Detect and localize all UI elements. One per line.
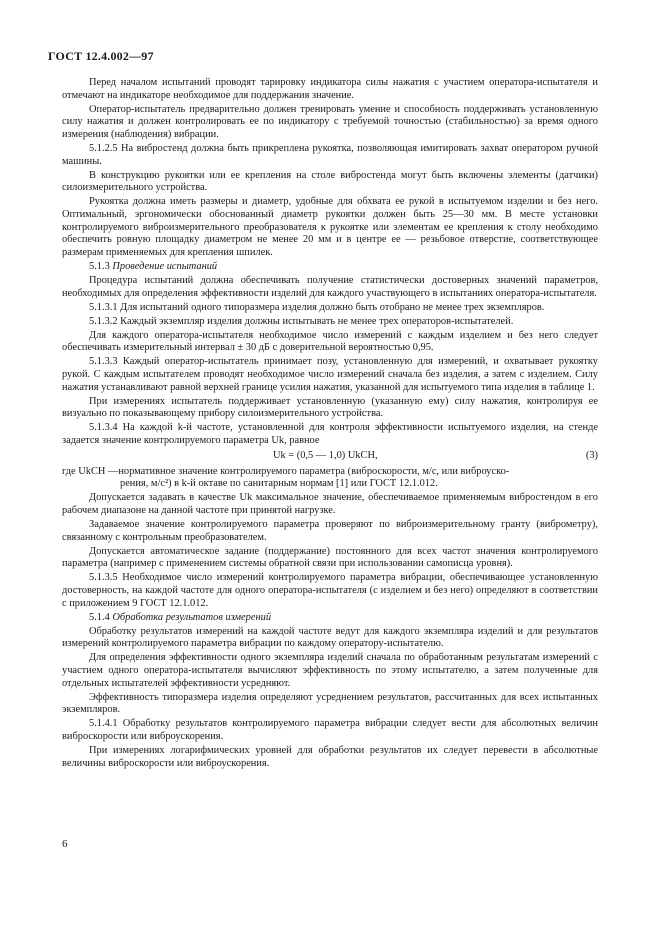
formula-explanation: где UkCH —нормативное значение контролируемого параметра (виброскорости, м/с, или виброуско- [62,465,510,477]
paragraph: Перед началом испытаний проводят тарировку индикатора силы нажатия с участием оператора-испытателя и отмечают на индикаторе необходимое для поддержания значение. [62,77,598,101]
paragraph: При измерениях испытатель поддерживает установленную (указанную ему) силу нажатия, контролируя ее визуально по показывающему прибору силоизмерительного устройства. [62,395,598,420]
document-header: ГОСТ 12.4.002—97 [48,49,154,63]
paragraph: Для определения эффективности одного экземпляра изделий сначала по обработанным результатам измерений с участием одного оператора-испытателя вычисляют эффективность по этому испытателю, а затем полученные для отдельных испытателей эффективности усредняют. [62,652,598,689]
page-number: 6 [62,838,68,850]
paragraph: 5.1.4.1 Обработку результатов контролируемого параметра вибрации следует вести для абсолютных величин виброскорости или виброускорения. [62,718,598,742]
paragraph: 5.1.3.4 На каждой k-й частоте, установленной для контроля эффективности испытуемого изделия, на стенде задается значение контролируемого параметра Uk, равное [62,422,598,447]
section-title: Проведение испытаний [112,260,218,272]
paragraph: Оператор-испытатель предварительно должен тренировать умение и способность поддерживать установленную силу нажатия и должен контролировать ее по индикатору с требуемой точностью (стабильностью) за время одного измерения (наблюдения) вибрации. [62,103,598,140]
paragraph: При измерениях логарифмических уровней для обработки результатов их следует перевести в абсолютные величины виброскорости или виброускорения. [62,745,598,769]
paragraph: 5.1.2.5 На вибростенд должна быть прикреплена рукоятка, позволяющая имитировать захват оператором ручной машины. [62,142,598,167]
section-title: Обработка результатов измерений [112,611,272,623]
formula-3 [62,450,598,464]
section-heading-5-1-3 [62,261,598,274]
section-heading-5-1-4 [62,612,598,625]
paragraph: 5.1.3.2 Каждый экземпляр изделия должны испытывать не менее трех операторов-испытателей. [89,315,514,327]
paragraph: Эффективность типоразмера изделия определяют усреднением результатов, рассчитанных для всех испытанных экземпляров. [62,691,598,716]
formula-explanation-cont: рения, м/с²) в k-й октаве по санитарным нормам [1] или ГОСТ 12.1.012. [120,478,438,490]
paragraph: 5.1.3.5 Необходимое число измерений контролируемого параметра вибрации, обеспечивающее установленную достоверность, на каждой частоте для одного оператора-испытателя (с изделием и без него) определяют в соответствии с приложением 9 ГОСТ 12.1.012. [62,572,598,609]
formula-number: (3) [585,449,598,461]
paragraph: 5.1.3.1 Для испытаний одного типоразмера изделия должно быть отобрано не менее трех экземпляров. [89,301,545,313]
section-number: 5.1.4 [89,611,110,623]
paragraph: Допускается задавать в качестве Uk максимальное значение, обеспечиваемое применяемым вибростендом в его рабочем диапазоне на данной частоте при принятой нагрузке. [62,492,598,516]
paragraph: Для каждого оператора-испытателя необходимое число измерений с каждым изделием и без него следует обеспечивать измерительный интервал ± 30 дБ с доверительной вероятностью 0,95. [62,329,598,354]
paragraph: Процедура испытаний должна обеспечивать получение статистически достоверных значений параметров, необходимых для определения эффективности изделий для каждого участвующего в испытаниях оператора-испытателя. [62,274,598,299]
page-body [62,77,598,772]
paragraph: Допускается автоматическое задание (поддержание) постоянного для всех частот значения контролируемого параметра (например с применением системы обратной связи при использовании самописца уровня). [62,545,598,570]
paragraph: Задаваемое значение контролируемого параметра проверяют по виброизмерительному гранту (виброметру), связанному с контрольным преобразователем. [62,519,598,543]
paragraph: 5.1.3.3 Каждый оператор-испытатель принимает позу, установленную для измерений, и охватывает рукоятку рукой. С каждым испытателем проводят необходимое число измерений сначала без изделия, а затем с изделием. Силу нажатия устанавливают равной верхней границе усилия нажатия, указанной для испытуемого типа изделия в таблице 1. [62,356,598,393]
paragraph: В конструкцию рукоятки или ее крепления на столе вибростенда могут быть включены элементы (датчики) силоизмерительного устройства. [62,169,598,194]
section-number: 5.1.3 [89,260,110,272]
paragraph: Обработку результатов измерений на каждой частоте ведут для каждого экземпляра изделий и для результатов измерений контролируемого параметра вибрации по каждому оператору-испытателю. [62,625,598,650]
paragraph: Рукоятка должна иметь размеры и диаметр, удобные для обхвата ее рукой в испытуемом изделии и без него. Оптимальный, эргономически обоснованный диаметр рукоятки должен быть 25—30 мм. В месте установки контролируемого виброизмерительного преобразователя к рукоятке или элементам ее крепления к столу необходимо обеспечить ровную площадку диаметром не менее 20 мм и в центре ее — резьбовое отверстие, соответствующее размерам применяемых для крепления шпилек. [62,196,598,258]
formula-expression: Uk = (0,5 — 1,0) UkCH, [273,449,378,461]
